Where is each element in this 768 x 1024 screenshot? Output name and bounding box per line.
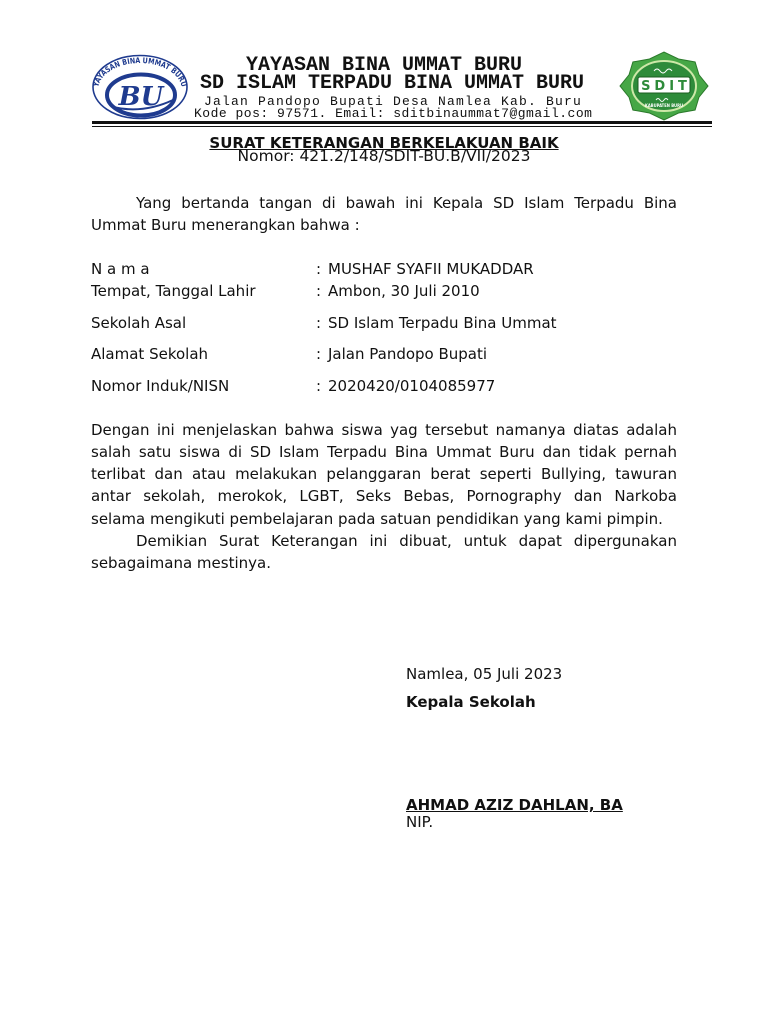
paragraph-line: sebagaimana mestinya.: [91, 554, 271, 573]
signatory-nip: NIP.: [406, 813, 434, 831]
letterhead-rule-thin: [92, 126, 712, 127]
statement-paragraph: [91, 419, 677, 530]
info-value: MUSHAF SYAFII MUKADDAR: [328, 259, 534, 278]
info-separator: :: [316, 313, 322, 332]
info-label: Sekolah Asal: [91, 313, 187, 332]
foundation-name: YAYASAN BINA UMMAT BURU: [246, 54, 523, 77]
info-label: Alamat Sekolah: [91, 344, 209, 363]
letterhead-rule-thick: [92, 121, 712, 124]
school-contact: Kode pos: 97571. Email: sditbinaummat7@gmail.com: [194, 106, 593, 121]
info-label: Tempat, Tanggal Lahir: [91, 281, 256, 300]
intro-paragraph: [91, 192, 677, 236]
logo-arc-text-path: YAYASAN BINA UMMAT BURU: [91, 55, 189, 89]
info-value: SD Islam Terpadu Bina Ummat: [328, 313, 557, 332]
school-name: SD ISLAM TERPADU BINA UMMAT BURU: [200, 72, 585, 95]
letter-title: SURAT KETERANGAN BERKELAKUAN BAIK: [209, 134, 559, 152]
paragraph-line: antar sekolah, merokok, LGBT, Seks Bebas, Pornography dan Narkoba: [91, 487, 677, 506]
signature-position: Kepala Sekolah: [406, 692, 536, 711]
info-label: N a m a: [91, 259, 150, 278]
paragraph-line: selama mengikuti pembelajaran pada satuan pendidikan yang kami pimpin.: [91, 509, 663, 528]
letter-number: Nomor: 421.2/148/SDIT-BU.B/VII/2023: [237, 147, 531, 165]
paragraph-line: Dengan ini menjelaskan bahwa siswa yag tersebut namanya diatas adalah: [91, 420, 677, 439]
paragraph-line: Ummat Buru menerangkan bahwa :: [91, 216, 360, 234]
info-value: Ambon, 30 Juli 2010: [328, 281, 480, 300]
info-value: 2020420/0104085977: [328, 376, 496, 395]
paragraph-line: Yang bertanda tangan di bawah ini Kepala SD Islam Terpadu Bina: [136, 194, 677, 212]
paragraph-line: salah satu siswa di SD Islam Terpadu Bina Ummat Buru dan tidak pernah: [91, 442, 677, 461]
foundation-logo: [91, 54, 189, 120]
paragraph-line: terlibat dan atau melakukan pelanggaran berat seperti Bullying, tawuran: [91, 465, 677, 484]
school-address: Jalan Pandopo Bupati Desa Namlea Kab. Buru: [204, 94, 583, 109]
info-label: Nomor Induk/NISN: [91, 376, 230, 395]
paragraph-line: Demikian Surat Keterangan ini dibuat, untuk dapat dipergunakan: [136, 531, 677, 550]
signature-place-date: Namlea, 05 Juli 2023: [406, 664, 563, 683]
info-separator: :: [316, 281, 322, 300]
info-separator: :: [316, 344, 322, 363]
logo-monogram: BU: [118, 82, 164, 112]
statement-block: [91, 419, 677, 575]
info-separator: :: [316, 259, 322, 278]
signatory-name: AHMAD AZIZ DAHLAN, BA: [406, 796, 623, 814]
info-separator: :: [316, 376, 322, 395]
info-value: Jalan Pandopo Bupati: [328, 344, 488, 363]
school-logo: [618, 50, 710, 122]
logo-bottom-text: KABUPATEN BURU: [645, 103, 684, 108]
closing-paragraph: [91, 530, 677, 575]
logo-banner-text: SDIT: [641, 79, 691, 94]
